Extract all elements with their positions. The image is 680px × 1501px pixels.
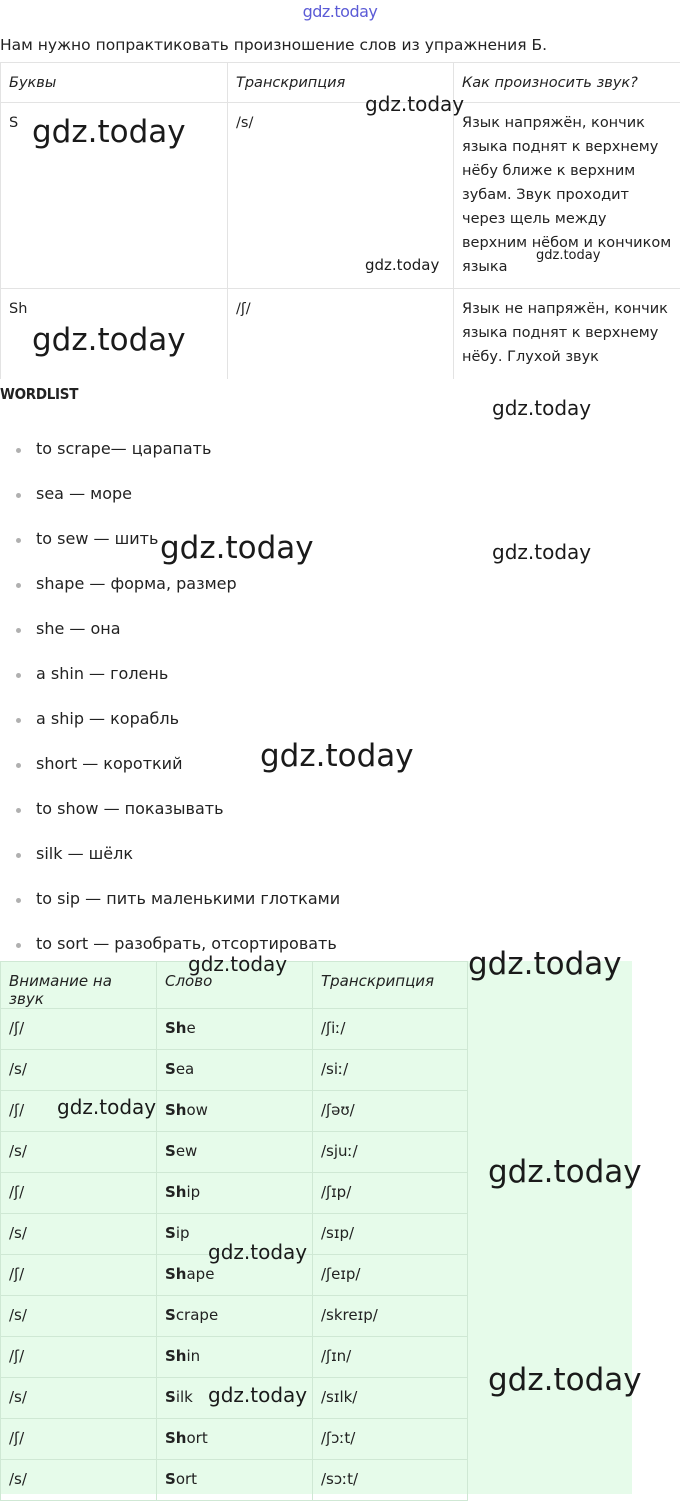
description-cell: Язык не напряжён, кончик языка поднят к верхнему нёбу. Глухой звук [454,289,680,379]
transcription-cell: /ʃɔːt/ [313,1419,468,1460]
table-row [1,103,680,289]
transcription-cell: /ʃ/ [228,289,454,379]
sound-cell: /ʃ/ [1,1009,157,1050]
watermark: gdz.today [488,1362,642,1398]
sound-cell: /ʃ/ [1,1337,157,1378]
watermark: gdz.today [536,248,600,263]
table-row [1,1255,468,1296]
table-row [1,1132,468,1173]
wordlist-title: WORDLIST [0,385,78,403]
table-row [1,1460,468,1501]
list-item: silk — шёлк [0,842,340,887]
transcription-cell: /ʃɪp/ [313,1173,468,1214]
letters-cell: Sh [1,289,228,379]
transcription-cell: /ʃeɪp/ [313,1255,468,1296]
table-row [1,289,680,379]
sound-cell: /ʃ/ [1,1173,157,1214]
list-item: shape — форма, размер [0,572,340,617]
bullet-icon [16,538,21,543]
table-row [1,1419,468,1460]
transcription-cell: /siː/ [313,1050,468,1091]
list-item: sea — море [0,482,340,527]
word-cell: Ship [157,1173,313,1214]
word-cell: Sew [157,1132,313,1173]
intro-text: Нам нужно попрактиковать произношение слов из упражнения Б. [0,36,547,54]
watermark: gdz.today [492,540,591,564]
watermark: gdz.today [32,114,186,150]
table-row [1,1337,468,1378]
watermark: gdz.today [160,530,314,566]
header-transcription: Транскрипция [313,962,468,1009]
table-header-row [1,962,468,1009]
watermark: gdz.today [208,1240,307,1264]
word-cell: Sort [157,1460,313,1501]
word-cell: Sea [157,1050,313,1091]
list-item: to show — показывать [0,797,340,842]
watermark: gdz.today [365,256,439,274]
wordlist [0,437,340,977]
table-row [1,1050,468,1091]
word-cell: Shape [157,1255,313,1296]
list-item: to sip — пить маленькими глотками [0,887,340,932]
bullet-icon [16,943,21,948]
sound-table [0,961,468,1501]
watermark: gdz.today [32,322,186,358]
site-logo[interactable]: gdz.today [0,2,680,21]
transcription-cell: /sɪp/ [313,1214,468,1255]
list-item: a ship — корабль [0,707,340,752]
bullet-icon [16,448,21,453]
transcription-cell: /sɔːt/ [313,1460,468,1501]
bullet-icon [16,853,21,858]
bullet-icon [16,493,21,498]
list-item: to scrape— царапать [0,437,340,482]
transcription-cell: /ʃiː/ [313,1009,468,1050]
sound-cell: /s/ [1,1214,157,1255]
sound-cell: /s/ [1,1296,157,1337]
header-word: Слово [157,962,313,1009]
transcription-cell: /ʃəʊ/ [313,1091,468,1132]
watermark: gdz.today [57,1095,156,1119]
list-item: to sort — разобрать, отсортировать [0,932,340,977]
header-sound: Внимание на звук [1,962,157,1009]
watermark: gdz.today [365,92,464,116]
list-item: short — короткий [0,752,340,797]
bullet-icon [16,898,21,903]
bullet-icon [16,718,21,723]
sound-cell: /ʃ/ [1,1419,157,1460]
description-cell: Язык напряжён, кончик языка поднят к верхнему нёбу ближе к верхним зубам. Звук проходит через щель между верхним нёбом и кончиком языка [454,103,680,289]
transcription-cell: /sɪlk/ [313,1378,468,1419]
sound-cell: /s/ [1,1378,157,1419]
watermark: gdz.today [260,738,414,774]
sound-cell: /s/ [1,1050,157,1091]
word-cell: She [157,1009,313,1050]
list-item: to sew — шить [0,527,340,572]
sound-cell: /ʃ/ [1,1255,157,1296]
table-row [1,1378,468,1419]
header-transcription: Транскрипция [228,63,454,103]
bullet-icon [16,673,21,678]
sound-cell: /ʃ/ [1,1091,157,1132]
transcription-cell: /s/ [228,103,454,289]
watermark: gdz.today [188,952,287,976]
word-cell: Show [157,1091,313,1132]
word-cell: Sip [157,1214,313,1255]
transcription-cell: /sjuː/ [313,1132,468,1173]
pronunciation-table [0,62,680,379]
word-cell: Shin [157,1337,313,1378]
list-item: a shin — голень [0,662,340,707]
transcription-cell: /skreɪp/ [313,1296,468,1337]
table-row [1,1173,468,1214]
list-item: she — она [0,617,340,662]
sound-cell: /s/ [1,1132,157,1173]
watermark: gdz.today [492,396,591,420]
letters-cell: S [1,103,228,289]
bullet-icon [16,808,21,813]
sound-cell: /s/ [1,1460,157,1501]
table-row [1,1009,468,1050]
bullet-icon [16,763,21,768]
table-header-row [1,63,680,103]
transcription-cell: /ʃɪn/ [313,1337,468,1378]
bullet-icon [16,628,21,633]
header-how-to-pronounce: Как произносить звук? [454,63,680,103]
watermark: gdz.today [468,946,622,982]
word-cell: Silk [157,1378,313,1419]
header-letters: Буквы [1,63,228,103]
table-row [1,1091,468,1132]
watermark: gdz.today [208,1383,307,1407]
word-cell: Scrape [157,1296,313,1337]
watermark: gdz.today [488,1154,642,1190]
table-row [1,1214,468,1255]
bullet-icon [16,583,21,588]
table-row [1,1296,468,1337]
word-cell: Short [157,1419,313,1460]
